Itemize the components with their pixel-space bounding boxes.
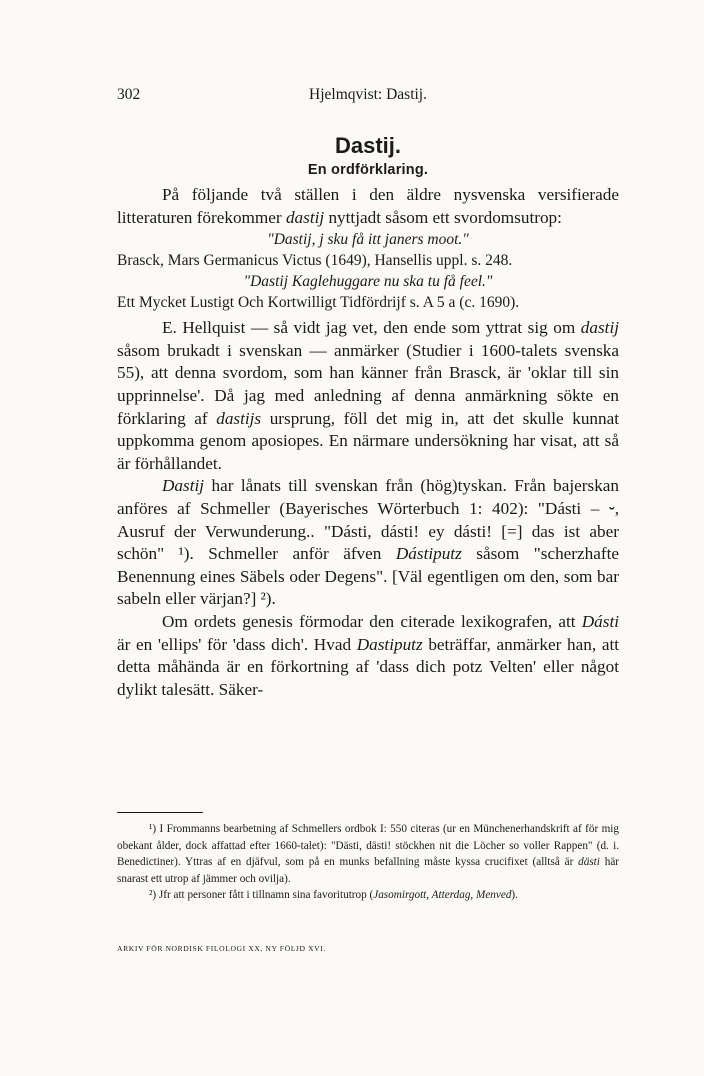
italic-word: Dástiputz bbox=[395, 544, 462, 564]
text-run: såsom brukadt i svenskan — anmärker (Studier i 1600-talets svenska 55), att denna svordom, som han känner från Brasck, är 'oklar till sin upprinnelse'. Då jag med anledning af denna anmärkning sökte en förklaring af bbox=[117, 340, 619, 428]
italic-word: Jasomirgott, Atterdag, Menved bbox=[373, 889, 512, 901]
text-run: ²) Jfr att personer fått i tillnamn sina favoritutrop ( bbox=[149, 889, 374, 901]
quote-2 bbox=[117, 271, 619, 292]
quote-text: "Dastij Kaglehuggare nu ska tu få feel." bbox=[243, 273, 493, 291]
source-2: Ett Mycket Lustigt Och Kortwilligt Tidfördrijf s. A 5 a (c. 1690). bbox=[117, 294, 520, 312]
text-run: ). bbox=[511, 889, 518, 901]
footnote-1 bbox=[117, 821, 619, 887]
text-run: ursprung, föll det mig in, att det skulle kunnat uppkomma genom aposiopes. En närmare undersökning har visat, att så är förhållandet. bbox=[117, 408, 619, 473]
quote-1 bbox=[117, 229, 619, 250]
quote-text: "Dastij, j sku få itt janers moot." bbox=[267, 231, 469, 249]
italic-word: dastij bbox=[285, 207, 325, 227]
text-run: är en 'ellips' för 'dass dich'. Hvad bbox=[117, 634, 352, 654]
text-run: såsom "scherzhafte Benennung eines Säbels oder Degens". [Väl egentligen om den, som bar sabeln eller värjan?] ²). bbox=[117, 544, 620, 609]
text-run: har lånats till svenskan från (hög)tyskan. Från bajerskan anföres af Schmeller (Bayerisches Wörterbuch 1: 402): "Dásti – ⏑, Ausruf der Verwunderung.. "Dásti, dásti! ey dásti! [=] das ist aber schön" ¹). Schmeller anför äfven bbox=[117, 476, 620, 564]
text-run: På följande två ställen i den äldre nysvenska versifierade litteraturen förekommer bbox=[117, 185, 619, 227]
article-subtitle: En ordförklaring. bbox=[307, 162, 429, 178]
article-heading bbox=[117, 132, 619, 180]
page-number: 302 bbox=[117, 86, 141, 103]
text-run: nyttjadt såsom ett svordomsutrop: bbox=[328, 207, 562, 227]
footnote-divider bbox=[117, 812, 203, 813]
running-title: Hjelmqvist: Dastij. bbox=[309, 86, 427, 103]
italic-word: Dastiputz bbox=[356, 634, 423, 654]
footnotes bbox=[117, 812, 619, 904]
text-run: E. Hellquist — så vidt jag vet, den ende som yttrat sig om bbox=[162, 318, 576, 338]
paragraph-schmeller bbox=[117, 475, 619, 611]
source-1: Brasck, Mars Germanicus Victus (1649), Hansellis uppl. s. 248. bbox=[117, 252, 513, 270]
journal-signature: ARKIV FÖR NORDISK FILOLOGI XX, NY FÖLJD XVI. bbox=[117, 944, 326, 953]
paragraph-intro bbox=[117, 184, 619, 229]
paragraph-genesis bbox=[117, 611, 619, 701]
running-head bbox=[117, 86, 619, 110]
footnote-2 bbox=[117, 887, 619, 904]
italic-word: Dastij bbox=[162, 476, 205, 496]
text-run: beträffar, anmärker han, att detta måhända är en förkortning af 'dass dich potz Velten' eller något dylikt talesätt. Säker- bbox=[117, 634, 619, 699]
italic-word: dastijs bbox=[216, 408, 262, 428]
article-body bbox=[117, 184, 619, 701]
italic-word: dastij bbox=[580, 318, 619, 338]
text-run: ¹) I Frommanns bearbetning af Schmellers ordbok I: 550 citeras (ur en Münchenerhandskrift af för mig obekant ålder, dock affattad efter 1660-talet): "Dästi, dästi! stöckhen nit die Löcher so voller Rappen" (d. i. Benedictiner). Yttras af en djäfvul, som på en munks befallning måste kyssa crucifixet (alltså är bbox=[117, 823, 619, 868]
italic-word: Dásti bbox=[581, 611, 620, 631]
article-title: Dastij. bbox=[334, 133, 402, 158]
text-run: Om ordets genesis förmodar den citerade lexikografen, att bbox=[162, 611, 576, 631]
italic-word: dästi bbox=[578, 856, 600, 868]
paragraph-hellquist bbox=[117, 317, 619, 475]
text-run: här snarast ett utrop af jämmer och ovilja). bbox=[117, 856, 620, 885]
